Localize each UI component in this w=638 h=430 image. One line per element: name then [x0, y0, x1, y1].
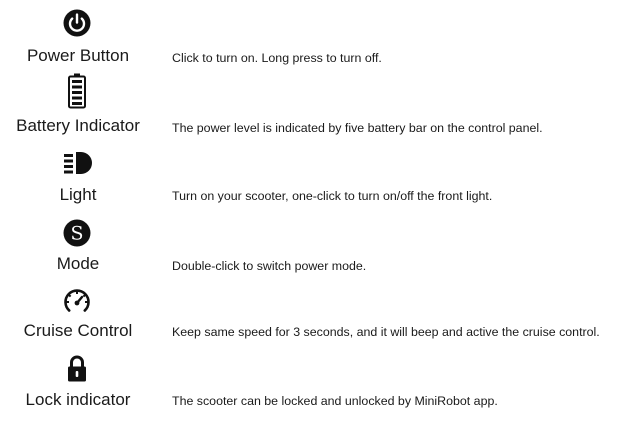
- feature-description: Double-click to switch power mode.: [172, 259, 367, 273]
- feature-label: Power Button: [26, 46, 130, 65]
- feature-label: Cruise Control: [23, 321, 133, 340]
- mode-icon: [58, 216, 96, 250]
- feature-row-power: [0, 0, 638, 68]
- headlight-icon: [58, 146, 96, 180]
- svg-text:S: S: [70, 222, 84, 245]
- feature-row-mode: [0, 212, 638, 280]
- feature-label: Light: [59, 185, 97, 204]
- battery-icon: [58, 74, 96, 108]
- feature-row-lock: [0, 352, 638, 420]
- feature-label: Battery Indicator: [16, 116, 140, 135]
- feature-description: Keep same speed for 3 seconds, and it will beep and active the cruise control.: [172, 325, 600, 339]
- feature-label: Lock indicator: [25, 390, 131, 409]
- feature-label: Mode: [56, 254, 100, 273]
- feature-row-battery: [0, 70, 638, 138]
- feature-description: Click to turn on. Long press to turn off.: [172, 51, 382, 65]
- feature-description: Turn on your scooter, one-click to turn on/off the front light.: [172, 189, 493, 203]
- feature-description: The scooter can be locked and unlocked by MiniRobot app.: [172, 394, 498, 408]
- feature-row-cruise: [0, 282, 638, 350]
- padlock-icon: [58, 352, 96, 386]
- feature-row-light: [0, 142, 638, 210]
- speedometer-icon: [58, 284, 96, 318]
- power-icon: [58, 6, 96, 40]
- feature-description: The power level is indicated by five battery bar on the control panel.: [172, 121, 543, 135]
